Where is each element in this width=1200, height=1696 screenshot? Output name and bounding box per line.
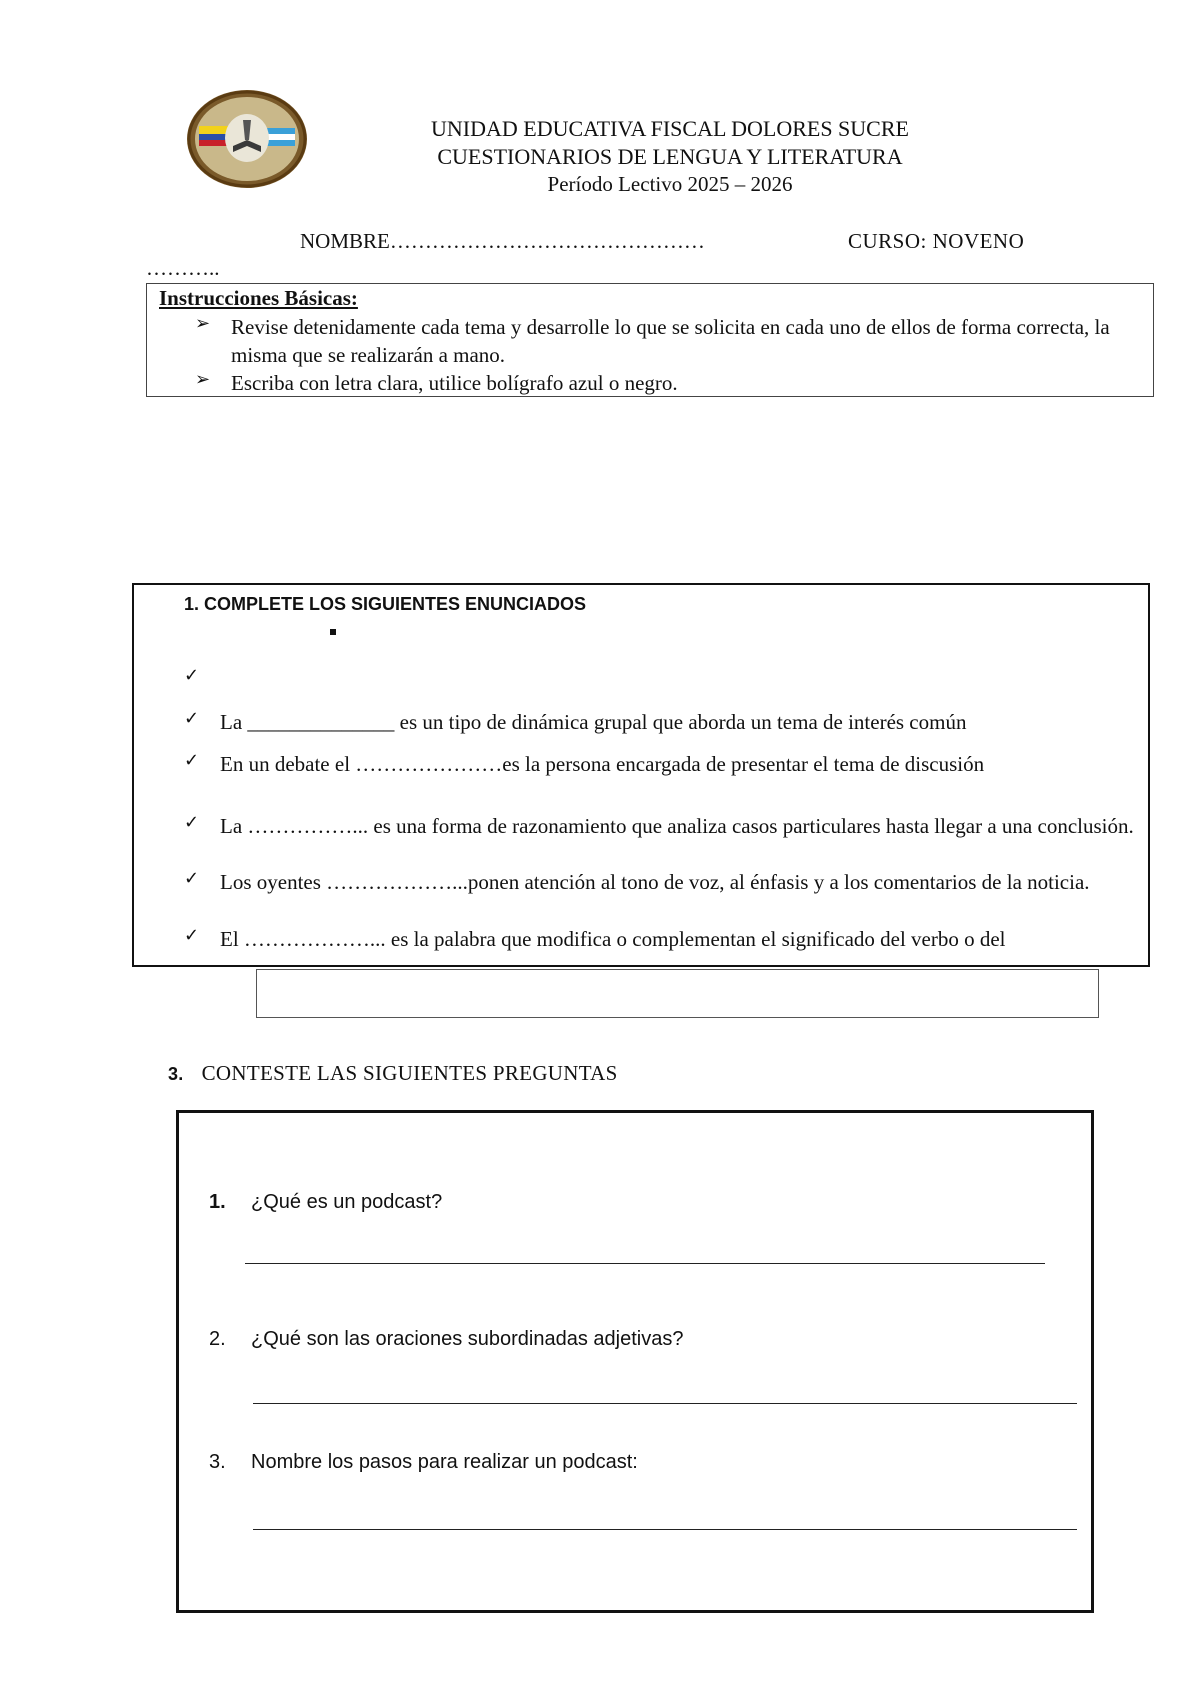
school-name: UNIDAD EDUCATIVA FISCAL DOLORES SUCRE <box>431 116 909 141</box>
square-bullet-icon <box>330 629 336 635</box>
check-icon: ✓ <box>184 925 200 946</box>
list-item <box>184 665 1144 686</box>
answer-line[interactable] <box>253 1529 1077 1530</box>
section3-heading <box>168 1061 618 1086</box>
instruction-text: Escriba con letra clara, utilice bolígrafo azul o negro. <box>231 371 678 395</box>
section1-box <box>132 583 1150 967</box>
instruction-item <box>195 313 1135 369</box>
name-continuation-dots: ……….. <box>146 256 220 280</box>
statement-text: El ………………... es la palabra que modifica o complementan el significado del verbo o del <box>220 927 1006 951</box>
course-label: CURSO: NOVENO <box>848 229 1025 253</box>
instruction-text: Revise detenidamente cada tema y desarrolle lo que se solicita en cada uno de ellos de forma correcta, la misma que se realizarán a mano. <box>231 315 1110 367</box>
statement-text: La ______________ es un tipo de dinámica grupal que aborda un tema de interés común <box>220 710 967 734</box>
instructions-title: Instrucciones Básicas: <box>159 286 358 310</box>
check-icon: ✓ <box>184 665 200 686</box>
school-period: Período Lectivo 2025 – 2026 <box>547 172 793 196</box>
question-item <box>209 1328 683 1351</box>
statement-text: En un debate el …………………es la persona encargada de presentar el tema de discusión <box>220 752 985 776</box>
school-logo <box>185 88 309 190</box>
question-text: Nombre los pasos para realizar un podcast: <box>251 1451 638 1473</box>
check-icon: ✓ <box>184 868 200 889</box>
student-name-field[interactable]: NOMBRE……………………………………… <box>300 229 705 253</box>
subject-title: CUESTIONARIOS DE LENGUA Y LITERATURA <box>437 144 903 169</box>
list-item[interactable] <box>184 868 1144 896</box>
school-crest-icon <box>185 88 309 190</box>
question-item <box>209 1191 442 1214</box>
section3-number: 3. <box>168 1064 184 1084</box>
list-item[interactable] <box>184 708 1144 736</box>
section1-title: 1. COMPLETE LOS SIGUIENTES ENUNCIADOS <box>184 594 587 614</box>
empty-answer-box[interactable] <box>256 969 1099 1018</box>
list-item[interactable] <box>184 750 1144 778</box>
question-text: ¿Qué son las oraciones subordinadas adjetivas? <box>251 1328 684 1350</box>
statement-text: La ……………... es una forma de razonamiento que analiza casos particulares hasta llegar a una conclusión. <box>220 814 1134 838</box>
question-item <box>209 1451 638 1474</box>
statement-text: Los oyentes ………………...ponen atención al tono de voz, al énfasis y a los comentarios de la noticia. <box>220 870 1090 894</box>
section3-title: CONTESTE LAS SIGUIENTES PREGUNTAS <box>201 1061 618 1085</box>
question-number: 1. <box>209 1191 226 1213</box>
arrow-bullet-icon: ➢ <box>195 313 211 333</box>
section3-box <box>176 1110 1094 1613</box>
answer-line[interactable] <box>245 1263 1045 1264</box>
question-number: 3. <box>209 1451 226 1473</box>
arrow-bullet-icon: ➢ <box>195 369 211 389</box>
question-text: ¿Qué es un podcast? <box>251 1191 443 1213</box>
answer-line[interactable] <box>253 1403 1077 1404</box>
list-item[interactable] <box>184 812 1144 840</box>
check-icon: ✓ <box>184 750 200 771</box>
list-item[interactable] <box>184 925 1144 953</box>
check-icon: ✓ <box>184 708 200 729</box>
instructions-box <box>146 283 1154 397</box>
instruction-item <box>195 369 1135 397</box>
check-icon: ✓ <box>184 812 200 833</box>
question-number: 2. <box>209 1328 226 1350</box>
